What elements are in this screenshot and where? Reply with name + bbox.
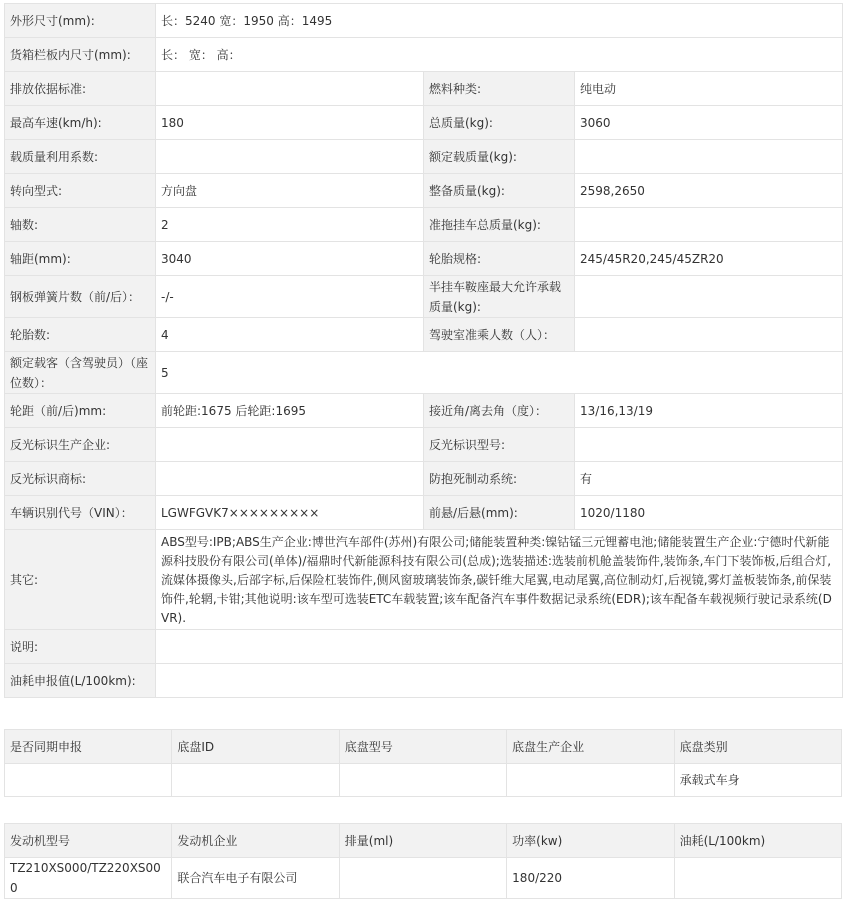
spec-row-vin: [5, 496, 843, 530]
abs-label: 防抱死制动系统:: [424, 462, 575, 496]
other-value: ABS型号:IPB;ABS生产企业:博世汽车部件(苏州)有限公司;储能装置种类:镍钴锰三元锂蓄电池;储能装置生产企业:宁德时代新能源科技股份有限公司(单体)/福鼎时代新能源科技有限公司(总成);选装描述:选装前机舱盖装饰件,装饰条,车门下装饰板,后组合灯,流媒体摄像头,后部字标,后保险杠装饰件,侧风窗玻璃装饰条,碳钎维大尾翼,电动尾翼,高位制动灯,后视镜,雾灯盖板装饰条,前保装饰件,轮辋,卡钳;其他说明:该车型可选装ETC车载装置;该车配备汽车事件数据记录系统(EDR);该车配备车载视频行驶记录系统(DVR).: [156, 530, 843, 630]
tire-spec-label: 轮胎规格:: [424, 242, 575, 276]
spec-row-reflector-mfr: [5, 428, 843, 462]
spec-row-springs: [5, 276, 843, 318]
rated-load-label: 额定载质量(kg):: [424, 140, 575, 174]
dimensions-value: 长：5240 宽：1950 高：1495: [156, 4, 843, 38]
table-row: [5, 764, 842, 797]
engine-header-fuel-consumption: 油耗(L/100km): [674, 824, 841, 858]
spec-row-dimensions: [5, 4, 843, 38]
spec-row-emission: [5, 72, 843, 106]
engine-manufacturer-value: 联合汽车电子有限公司: [172, 858, 339, 899]
wheelbase-label: 轴距(mm):: [5, 242, 156, 276]
emission-standard-value: [156, 72, 424, 106]
cargo-dimensions-value: 长： 宽： 高：: [156, 38, 843, 72]
chassis-concurrent-value: [5, 764, 172, 797]
rated-load-value: [575, 140, 843, 174]
chassis-header-row: [5, 730, 842, 764]
engine-header-power: 功率(kw): [507, 824, 674, 858]
spec-row-axles: [5, 208, 843, 242]
saddle-load-value: [575, 276, 843, 318]
spec-row-utilization: [5, 140, 843, 174]
fuel-type-value: 纯电动: [575, 72, 843, 106]
spec-row-tires: [5, 318, 843, 352]
spec-row-seats: [5, 352, 843, 394]
chassis-category-value: 承载式车身: [674, 764, 841, 797]
trailer-mass-label: 准拖挂车总质量(kg):: [424, 208, 575, 242]
engine-header-displacement: 排量(ml): [339, 824, 506, 858]
chassis-id-value: [172, 764, 339, 797]
gross-mass-label: 总质量(kg):: [424, 106, 575, 140]
approach-departure-label: 接近角/离去角（度）：: [424, 394, 575, 428]
load-utilization-label: 载质量利用系数:: [5, 140, 156, 174]
track-width-value: 前轮距:1675 后轮距:1695: [156, 394, 424, 428]
engine-header-row: [5, 824, 842, 858]
rated-seats-label: 额定载客（含驾驶员）（座位数）：: [5, 352, 156, 394]
chassis-header-model: 底盘型号: [339, 730, 506, 764]
reflector-model-value: [575, 428, 843, 462]
reflector-model-label: 反光标识型号:: [424, 428, 575, 462]
chassis-header-category: 底盘类别: [674, 730, 841, 764]
tire-spec-value: 245/45R20,245/45ZR20: [575, 242, 843, 276]
gross-mass-value: 3060: [575, 106, 843, 140]
fuel-consumption-label: 油耗申报值(L/100km):: [5, 664, 156, 698]
steering-type-value: 方向盘: [156, 174, 424, 208]
spec-row-wheelbase: [5, 242, 843, 276]
cab-capacity-value: [575, 318, 843, 352]
engine-displacement-value: [339, 858, 506, 899]
chassis-header-manufacturer: 底盘生产企业: [507, 730, 674, 764]
emission-standard-label: 排放依据标准:: [5, 72, 156, 106]
spec-row-reflector-brand: [5, 462, 843, 496]
engine-power-value: 180/220: [507, 858, 674, 899]
fuel-type-label: 燃料种类:: [424, 72, 575, 106]
leaf-spring-value: -/-: [156, 276, 424, 318]
spec-row-fuel-consumption: [5, 664, 843, 698]
chassis-header-concurrent: 是否同期申报: [5, 730, 172, 764]
vin-label: 车辆识别代号（VIN）：: [5, 496, 156, 530]
tire-count-label: 轮胎数:: [5, 318, 156, 352]
spec-row-speed: [5, 106, 843, 140]
cargo-dimensions-label: 货箱栏板内尺寸(mm):: [5, 38, 156, 72]
spec-row-note: [5, 630, 843, 664]
spec-row-cargo: [5, 38, 843, 72]
note-value: [156, 630, 843, 664]
approach-departure-value: 13/16,13/19: [575, 394, 843, 428]
cab-capacity-label: 驾驶室准乘人数（人）：: [424, 318, 575, 352]
max-speed-label: 最高车速(km/h):: [5, 106, 156, 140]
axle-count-label: 轴数:: [5, 208, 156, 242]
other-label: 其它:: [5, 530, 156, 630]
spec-row-track: [5, 394, 843, 428]
track-width-label: 轮距（前/后)mm:: [5, 394, 156, 428]
reflector-manufacturer-value: [156, 428, 424, 462]
chassis-manufacturer-value: [507, 764, 674, 797]
vin-value: LGWFGVK7×××××××××: [156, 496, 424, 530]
reflector-manufacturer-label: 反光标识生产企业:: [5, 428, 156, 462]
leaf-spring-label: 钢板弹簧片数（前/后）：: [5, 276, 156, 318]
curb-mass-value: 2598,2650: [575, 174, 843, 208]
tire-count-value: 4: [156, 318, 424, 352]
saddle-load-label: 半挂车鞍座最大允许承载质量(kg):: [424, 276, 575, 318]
steering-type-label: 转向型式:: [5, 174, 156, 208]
trailer-mass-value: [575, 208, 843, 242]
reflector-brand-label: 反光标识商标:: [5, 462, 156, 496]
reflector-brand-value: [156, 462, 424, 496]
load-utilization-value: [156, 140, 424, 174]
note-label: 说明:: [5, 630, 156, 664]
max-speed-value: 180: [156, 106, 424, 140]
engine-header-manufacturer: 发动机企业: [172, 824, 339, 858]
vehicle-spec-table: [4, 3, 843, 698]
rated-seats-value: 5: [156, 352, 843, 394]
chassis-model-value: [339, 764, 506, 797]
spec-row-steering: [5, 174, 843, 208]
engine-fuel-consumption-value: [674, 858, 841, 899]
spec-row-other: [5, 530, 843, 630]
abs-value: 有: [575, 462, 843, 496]
chassis-header-id: 底盘ID: [172, 730, 339, 764]
curb-mass-label: 整备质量(kg):: [424, 174, 575, 208]
overhang-value: 1020/1180: [575, 496, 843, 530]
table-row: [5, 858, 842, 899]
dimensions-label: 外形尺寸(mm):: [5, 4, 156, 38]
engine-model-value: TZ210XS000/TZ220XS000: [5, 858, 172, 899]
overhang-label: 前悬/后悬(mm):: [424, 496, 575, 530]
wheelbase-value: 3040: [156, 242, 424, 276]
fuel-consumption-value: [156, 664, 843, 698]
chassis-table: [4, 729, 842, 797]
engine-table: [4, 823, 842, 899]
engine-header-model: 发动机型号: [5, 824, 172, 858]
axle-count-value: 2: [156, 208, 424, 242]
